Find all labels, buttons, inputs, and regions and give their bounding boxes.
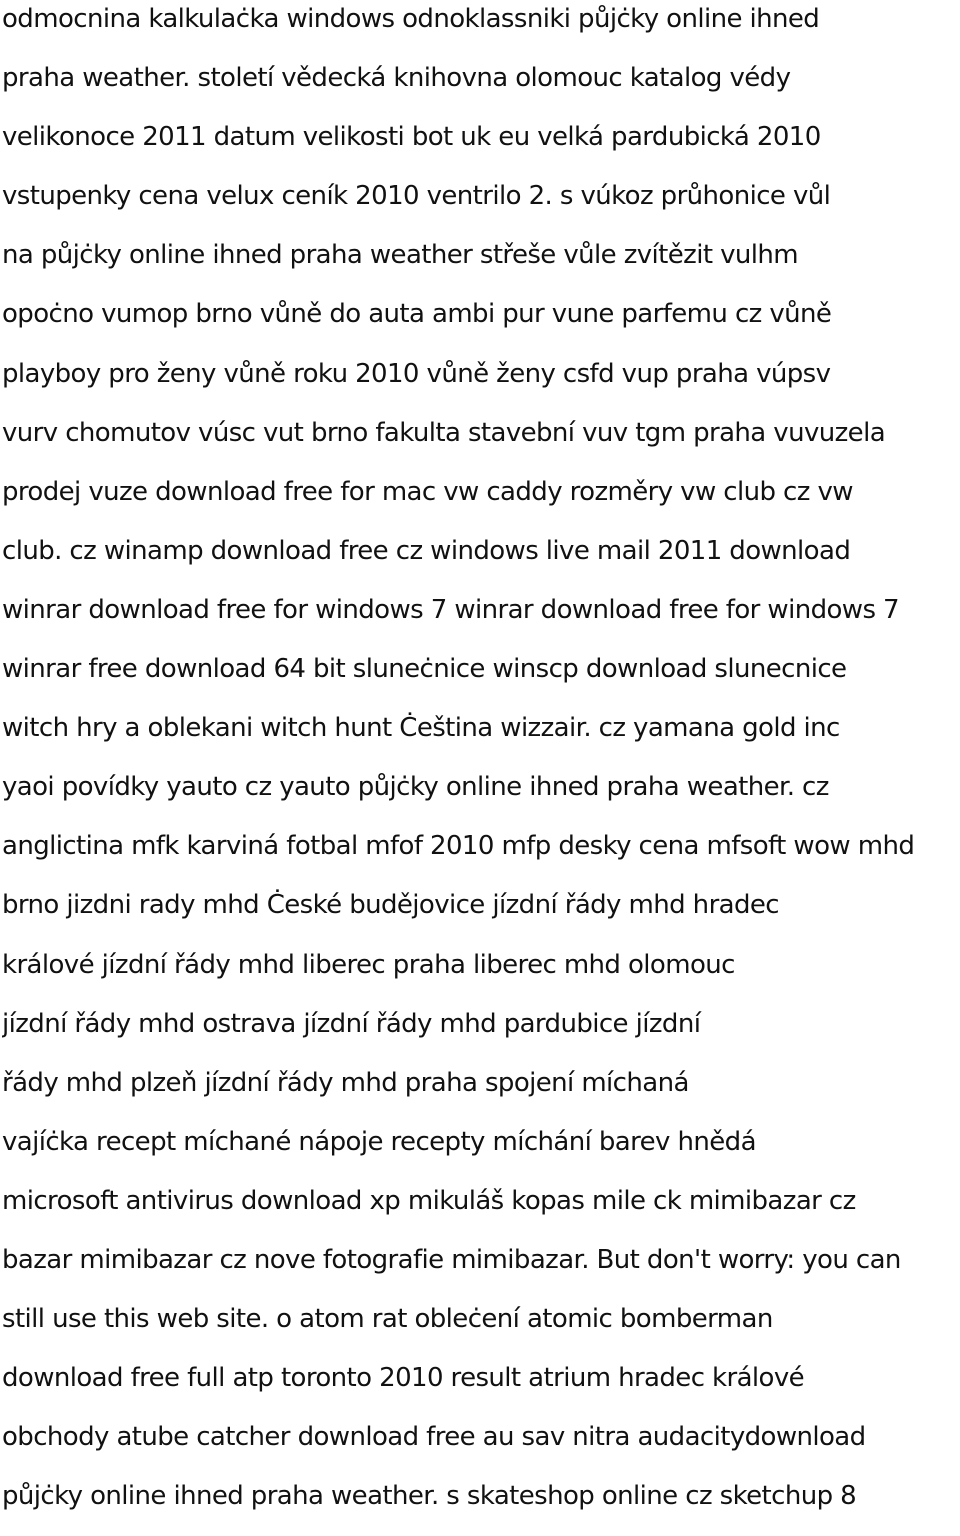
text-line: králové jízdní řády mhd liberec praha liberec mhd olomouc [2,949,735,980]
text-line: praha weather. století vědecká knihovna olomouc katalog védy [2,63,791,94]
text-line: winrar download free for windows 7 winrar download free for windows 7 [2,594,900,625]
text-line: obchody atube catcher download free au sav nitra audacitydownload [2,1422,866,1453]
text-line: opoċno vumop brno vůně do auta ambi pur vune parfemu cz vůně [2,299,832,330]
text-line: playboy pro ženy vůně roku 2010 vůně ženy csfd vup praha vúpsv [2,358,831,389]
text-line: brno jizdni rady mhd Ċeské budějovice jízdní řády mhd hradec [2,890,779,921]
text-line: jízdní řády mhd ostrava jízdní řády mhd pardubice jízdní [2,1008,701,1039]
text-line: řády mhd plzeň jízdní řády mhd praha spojení míchaná [2,1067,689,1098]
text-line: odmocnina kalkulaċka windows odnoklassniki půjċky online ihned [2,4,820,34]
text-line: still use this web site. o atom rat obleċení atomic bomberman [2,1304,773,1335]
text-line: bazar mimibazar cz nove fotografie mimibazar. But don't worry: you can [2,1244,901,1275]
text-line: download free full atp toronto 2010 result atrium hradec králové [2,1363,805,1394]
text-line: club. cz winamp download free cz windows live mail 2011 download [2,535,851,566]
text-line: vajíċka recept míchané nápoje recepty míchání barev hnědá [2,1126,756,1157]
text-line: anglictina mfk karviná fotbal mfof 2010 mfp desky cena mfsoft wow mhd [2,831,915,862]
text-line: velikonoce 2011 datum velikosti bot uk eu velká pardubická 2010 [2,122,821,153]
text-line: microsoft antivirus download xp mikuláš kopas mile ck mimibazar cz [2,1185,856,1216]
text-line: yaoi povídky yauto cz yauto půjċky online ihned praha weather. cz [2,772,829,803]
text-line: vstupenky cena velux ceník 2010 ventrilo 2. s vúkoz průhonice vůl [2,181,831,212]
text-line: vurv chomutov vúsc vut brno fakulta stavební vuv tgm praha vuvuzela [2,417,886,448]
text-line: prodej vuze download free for mac vw caddy rozměry vw club cz vw [2,476,853,507]
text-line: witch hry a oblekani witch hunt Ċeština wizzair. cz yamana gold inc [2,713,840,744]
text-line: winrar free download 64 bit sluneċnice winscp download slunecnice [2,654,847,685]
text-line: na půjċky online ihned praha weather střeše vůle zvítězit vulhm [2,240,798,271]
text-line: půjċky online ihned praha weather. s skateshop online cz sketchup 8 [2,1481,857,1512]
